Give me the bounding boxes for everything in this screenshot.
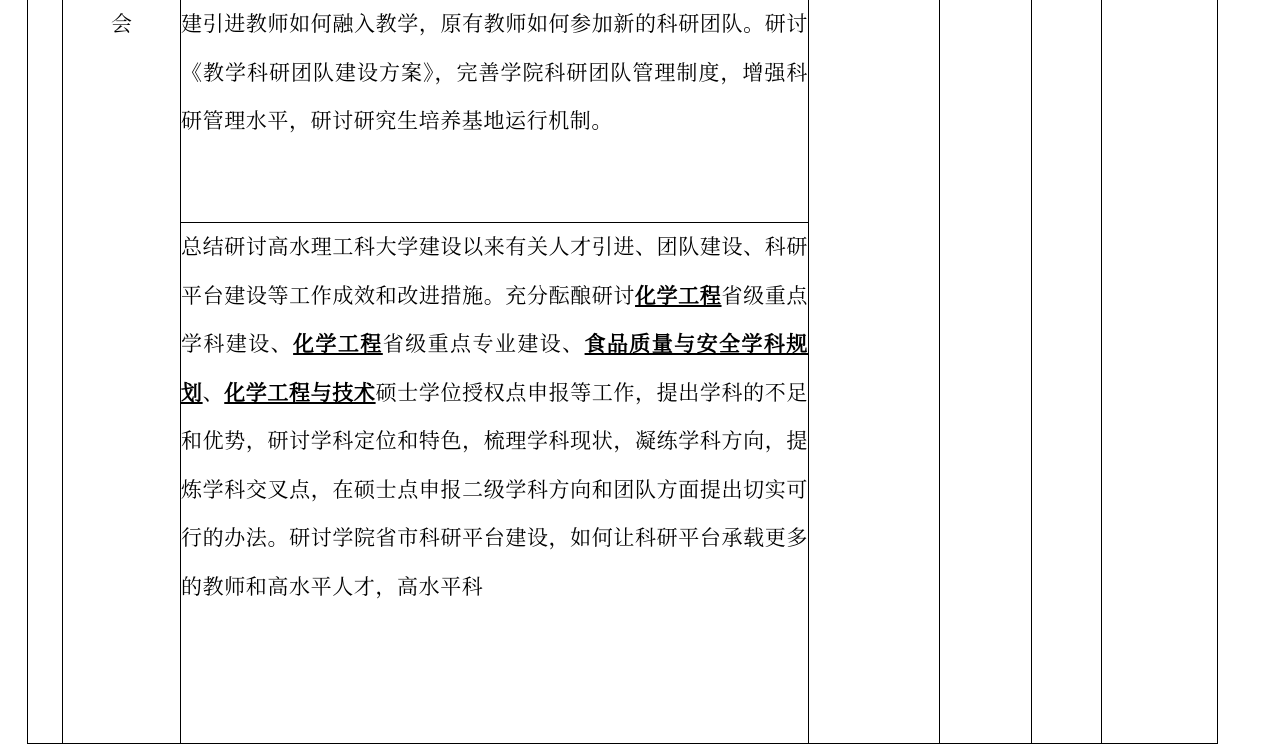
paragraph-1 — [181, 0, 808, 146]
paragraph-2-run-7: 、 — [202, 380, 225, 405]
paragraph-2-run-6: 食品质量与安全学科规划 — [181, 332, 808, 405]
cell-label-1 — [63, 0, 181, 744]
paragraph-2-run-4: 化学工程 — [293, 332, 383, 356]
cell-col-g-1 — [1102, 0, 1218, 744]
paragraph-2-run-3: 省级重点学科建设、 — [181, 283, 808, 356]
paragraph-2-run-9: 硕士学位授权点申报等工作，提出学科的不足和优势，研讨学科定位和特色，梳理学科现状，凝练学科方向，提炼学科交叉点，在硕士点申报二级学科方向和团队方面提出切实可行的办法。研讨学院省市科研平台建设，如何让科研平台承载更多的教师和高水平人才，高水平科 — [181, 380, 808, 599]
cell-col-f-1 — [1032, 0, 1102, 744]
paragraph-2-run-1: 总结研讨高水理工科大学建设以来有关人才引进、团队建设、科研平台建设等工作成效和改进措施。充分酝酿研讨 — [181, 235, 808, 308]
paragraph-2 — [181, 223, 808, 611]
cell-label-text: 会 — [111, 12, 132, 36]
paragraph-2-run-2: 化学工程 — [635, 283, 722, 308]
cell-col-d-1 — [809, 0, 940, 744]
cell-marker-1 — [28, 0, 63, 744]
paragraph-2-run-5: 省级重点专业建设、 — [382, 332, 585, 356]
paragraph-1-run-1: 建引进教师如何融入教学，原有教师如何参加新的科研团队。研讨《教学科研团队建设方案》，完善学院科研团队管理制度，增强科研管理水平，研讨研究生培养基地运行机制。 — [181, 12, 808, 133]
paragraph-2-run-8: 化学工程与技术 — [224, 380, 376, 405]
content-table — [27, 0, 1218, 744]
table-row — [28, 0, 1218, 223]
cell-body-1 — [181, 0, 809, 223]
cell-col-e-1 — [940, 0, 1032, 744]
cell-body-2 — [181, 223, 809, 744]
